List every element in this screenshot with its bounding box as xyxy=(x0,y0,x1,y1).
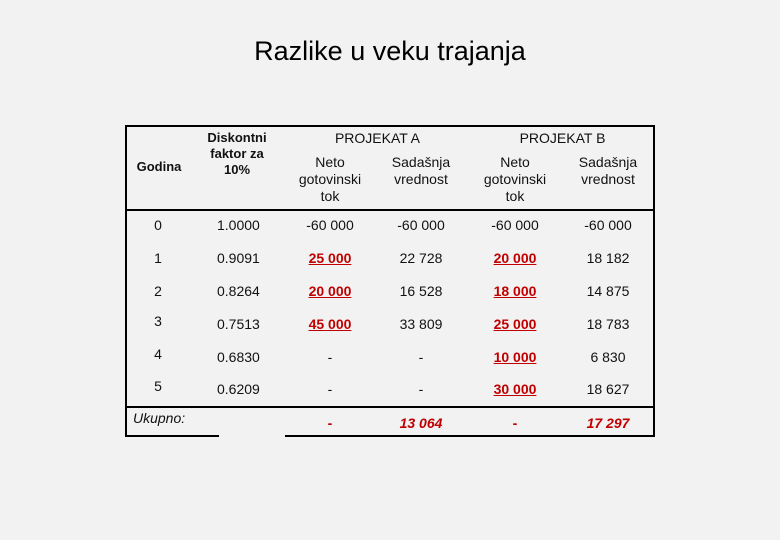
row-0-sv-a: -60 000 xyxy=(397,217,445,233)
header-neto-b: Neto gotovinski tok xyxy=(483,154,547,204)
row-3-godina: 3 xyxy=(154,313,162,329)
table-border-bottom-right xyxy=(285,435,655,437)
table-total-divider xyxy=(125,406,655,408)
total-label: Ukupno: xyxy=(133,410,186,426)
row-3-neto-b: 25 000 xyxy=(493,316,537,332)
row-2-neto-b: 18 000 xyxy=(493,283,537,299)
table-border-top xyxy=(125,125,655,127)
row-1-sv-b: 18 182 xyxy=(586,250,630,266)
row-4-godina: 4 xyxy=(154,346,162,362)
row-3-sv-b: 18 783 xyxy=(586,316,630,332)
slide-title: Razlike u veku trajanja xyxy=(254,36,526,66)
row-5-neto-a: - xyxy=(327,381,333,397)
row-1-neto-b: 20 000 xyxy=(493,250,537,266)
row-1-faktor: 0.9091 xyxy=(217,250,260,266)
row-0-neto-b: -60 000 xyxy=(491,217,539,233)
total-sv-a: 13 064 xyxy=(399,415,443,431)
total-neto-a: - xyxy=(327,415,333,431)
row-3-sv-a: 33 809 xyxy=(399,316,443,332)
row-1-neto-a: 25 000 xyxy=(308,250,352,266)
row-1-godina: 1 xyxy=(154,250,162,266)
row-4-sv-b: 6 830 xyxy=(590,349,626,365)
row-0-neto-a: -60 000 xyxy=(306,217,354,233)
row-2-sv-b: 14 875 xyxy=(586,283,630,299)
header-diskontni-faktor: Diskontni faktor za 10% xyxy=(207,130,267,177)
npv-table xyxy=(125,125,655,440)
row-5-sv-a: - xyxy=(418,381,424,397)
row-1-sv-a: 22 728 xyxy=(399,250,443,266)
row-3-faktor: 0.7513 xyxy=(217,316,260,332)
row-4-sv-a: - xyxy=(418,349,424,365)
row-4-neto-b: 10 000 xyxy=(493,349,537,365)
row-5-neto-b: 30 000 xyxy=(493,381,537,397)
table-header-divider xyxy=(125,209,655,211)
row-4-neto-a: - xyxy=(327,349,333,365)
header-sadasnja-a: Sadašnja vrednost xyxy=(391,154,451,187)
total-neto-b: - xyxy=(512,415,518,431)
row-2-neto-a: 20 000 xyxy=(308,283,352,299)
row-2-godina: 2 xyxy=(154,283,162,299)
row-5-godina: 5 xyxy=(154,378,162,394)
row-0-godina: 0 xyxy=(154,217,162,233)
header-sadasnja-b: Sadašnja vrednost xyxy=(578,154,638,187)
row-5-faktor: 0.6209 xyxy=(217,381,260,397)
header-projekat-b: PROJEKAT B xyxy=(519,130,606,146)
table-border-right xyxy=(653,125,655,437)
header-godina: Godina xyxy=(136,159,182,174)
row-3-neto-a: 45 000 xyxy=(308,316,352,332)
total-sv-b: 17 297 xyxy=(586,415,630,431)
row-2-sv-a: 16 528 xyxy=(399,283,443,299)
table-border-bottom-left xyxy=(125,435,219,437)
row-5-sv-b: 18 627 xyxy=(586,381,630,397)
row-4-faktor: 0.6830 xyxy=(217,349,260,365)
table-border-left xyxy=(125,125,127,437)
row-0-faktor: 1.0000 xyxy=(217,217,260,233)
row-2-faktor: 0.8264 xyxy=(217,283,260,299)
header-projekat-a: PROJEKAT A xyxy=(334,130,421,146)
header-neto-a: Neto gotovinski tok xyxy=(298,154,362,204)
row-0-sv-b: -60 000 xyxy=(584,217,632,233)
